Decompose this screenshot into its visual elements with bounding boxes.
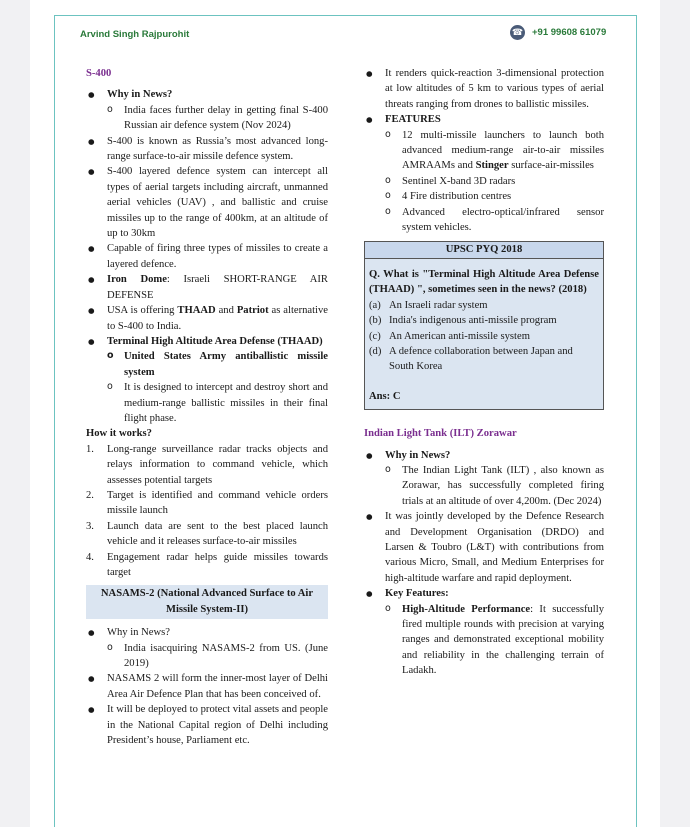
why-in-news-label: Why in News? <box>107 89 173 101</box>
step-item <box>86 550 328 581</box>
pyq-box <box>364 241 604 410</box>
text-span: surface-air-missiles <box>508 160 594 172</box>
text-span: : It successfully fired multiple rounds with precision at varying ranges and demonstrated exceptional mobility and reliability in the challenging terrain of Ladakh. <box>402 603 604 677</box>
list-item: ● S-400 layered defence system can intercept all types of aerial targets including aircraft, unmanned aerial vehicles (UAV) , and ballistic and cruise missiles up to the range of 400km, at an altitude of up to 30km <box>86 164 328 241</box>
pyq-question: Q. What is "Terminal High Altitude Area Defense (THAAD) ", sometimes seen in the news? (2018) <box>369 268 599 296</box>
list-subitem: o India isacquiring NASAMS-2 from US. (June 2019) <box>86 641 328 672</box>
option-letter: (d) <box>369 345 382 357</box>
step-number: 4. <box>86 551 94 563</box>
left-column <box>86 66 328 748</box>
list-item: ● It was jointly developed by the Defence Research and Development Organisation (DRDO) and Larsen & Toubro (L&T) with contributions from various Micro, Small, and Medium Enterprises for high-altitude warfare and rapid deployment. <box>364 509 604 586</box>
pyq-option <box>369 313 599 328</box>
iron-dome-text: : Israeli SHORT-RANGE AIR DEFENSE <box>107 274 328 301</box>
pyq-option <box>369 298 599 313</box>
ilt-list <box>364 448 604 679</box>
how-it-works-title: How it works? <box>86 428 152 440</box>
option-text: India's indigenous anti-missile program <box>389 315 557 327</box>
step-number: 2. <box>86 489 94 501</box>
section-title-ilt: Indian Light Tank (ILT) Zorawar <box>364 428 517 440</box>
pyq-answer: Ans: C <box>369 390 401 402</box>
step-item <box>86 442 328 488</box>
patriot-label: Patriot <box>236 305 269 317</box>
list-subitem: o Sentinel X-band 3D radars <box>364 174 604 189</box>
pyq-option <box>369 329 599 344</box>
pyq-option <box>369 344 599 375</box>
step-text: Long-range surveillance radar tracks objects and relays information to command vehicle, which assesses potential targets <box>107 443 328 486</box>
list-item: ● Terminal High Altitude Area Defense (THAAD) <box>86 334 328 349</box>
option-text: An Israeli radar system <box>389 299 488 311</box>
pyq-body <box>365 259 603 409</box>
stinger-label: Stinger <box>475 160 509 172</box>
high-altitude-label: High-Altitude Performance <box>402 603 531 615</box>
list-item: ● S-400 is known as Russia’s most advanced long-range surface-to-air missile defence system. <box>86 134 328 165</box>
right-column <box>364 66 604 679</box>
option-letter: (a) <box>369 299 381 311</box>
step-text: Launch data are sent to the best placed launch vehicle and it releases surface-to-air missiles <box>107 520 328 548</box>
nasams-list <box>86 625 328 748</box>
list-subitem <box>364 602 604 679</box>
option-text: An American anti-missile system <box>389 330 530 342</box>
list-item: ● Key Features: <box>364 586 604 601</box>
text-span: as alternative to S-400 to India. <box>107 305 328 332</box>
thaad-label: THAAD <box>177 305 216 317</box>
list-item <box>86 87 328 102</box>
step-text: Target is identified and command vehicle orders missile launch <box>107 489 328 517</box>
phone-number: +91 99608 61079 <box>532 27 607 38</box>
step-number: 3. <box>86 520 94 532</box>
list-subitem: o Advanced electro-optical/infrared sensor system vehicles. <box>364 205 604 236</box>
list-subitem: o 4 Fire distribution centres <box>364 189 604 204</box>
pyq-title: UPSC PYQ 2018 <box>365 242 603 258</box>
list-item: ● Capable of firing three types of missiles to create a layered defence. <box>86 241 328 272</box>
list-subitem: o India faces further delay in getting final S-400 Russian air defence system (Nov 2024) <box>86 103 328 134</box>
phone-icon: ☎ <box>510 25 525 40</box>
text-span: and <box>215 305 237 317</box>
list-subitem <box>364 128 604 174</box>
step-item <box>86 488 328 519</box>
list-item: ● Why in News? <box>364 448 604 463</box>
s400-list <box>86 87 328 426</box>
option-letter: (c) <box>369 330 381 342</box>
step-text: Engagement radar helps guide missiles towards target <box>107 551 328 578</box>
nasams-continued-list <box>364 66 604 235</box>
text-span: USA is offering <box>107 305 178 317</box>
section-title-s400: S-400 <box>86 68 112 79</box>
list-item: ● It renders quick-reaction 3-dimensional protection at low altitudes of 5 km to various types of aerial threats ranging from drones to ballistic missiles. <box>364 66 604 112</box>
list-item <box>86 303 328 334</box>
list-item: ● NASAMS 2 will form the inner-most layer of Delhi Area Air Defence Plan that has been conceived of. <box>86 671 328 702</box>
list-subitem: o It is designed to intercept and destroy short and medium-range ballistic missiles in their final flight phase. <box>86 380 328 426</box>
phone-contact <box>510 25 606 40</box>
list-subitem: o The Indian Light Tank (ILT) , also known as Zorawar, has successfully completed firing trials at an altitude of over 4,200m. (Dec 2024) <box>364 463 604 509</box>
author-name: Arvind Singh Rajpurohit <box>80 29 190 40</box>
step-number: 1. <box>86 443 94 455</box>
list-item: ● FEATURES <box>364 112 604 127</box>
step-item <box>86 519 328 550</box>
list-subitem: o United States Army antiballistic missile system <box>86 349 328 380</box>
option-letter: (b) <box>369 315 382 327</box>
text-span: 12 multi-missile launchers to launch both advanced medium-range air-to-air missiles AMRAAMs and <box>402 129 604 172</box>
option-text: A defence collaboration between Japan and South Korea <box>389 345 573 373</box>
list-item: ● Why in News? <box>86 625 328 640</box>
nasams-title: NASAMS-2 (National Advanced Surface to Air Missile System-II) <box>86 585 328 619</box>
steps-list <box>86 442 328 581</box>
iron-dome-label: Iron Dome <box>107 274 167 286</box>
list-item <box>86 272 328 303</box>
list-item: ● It will be deployed to protect vital assets and people in the National Capital region of Delhi including President’s house, Parliament etc. <box>86 702 328 748</box>
